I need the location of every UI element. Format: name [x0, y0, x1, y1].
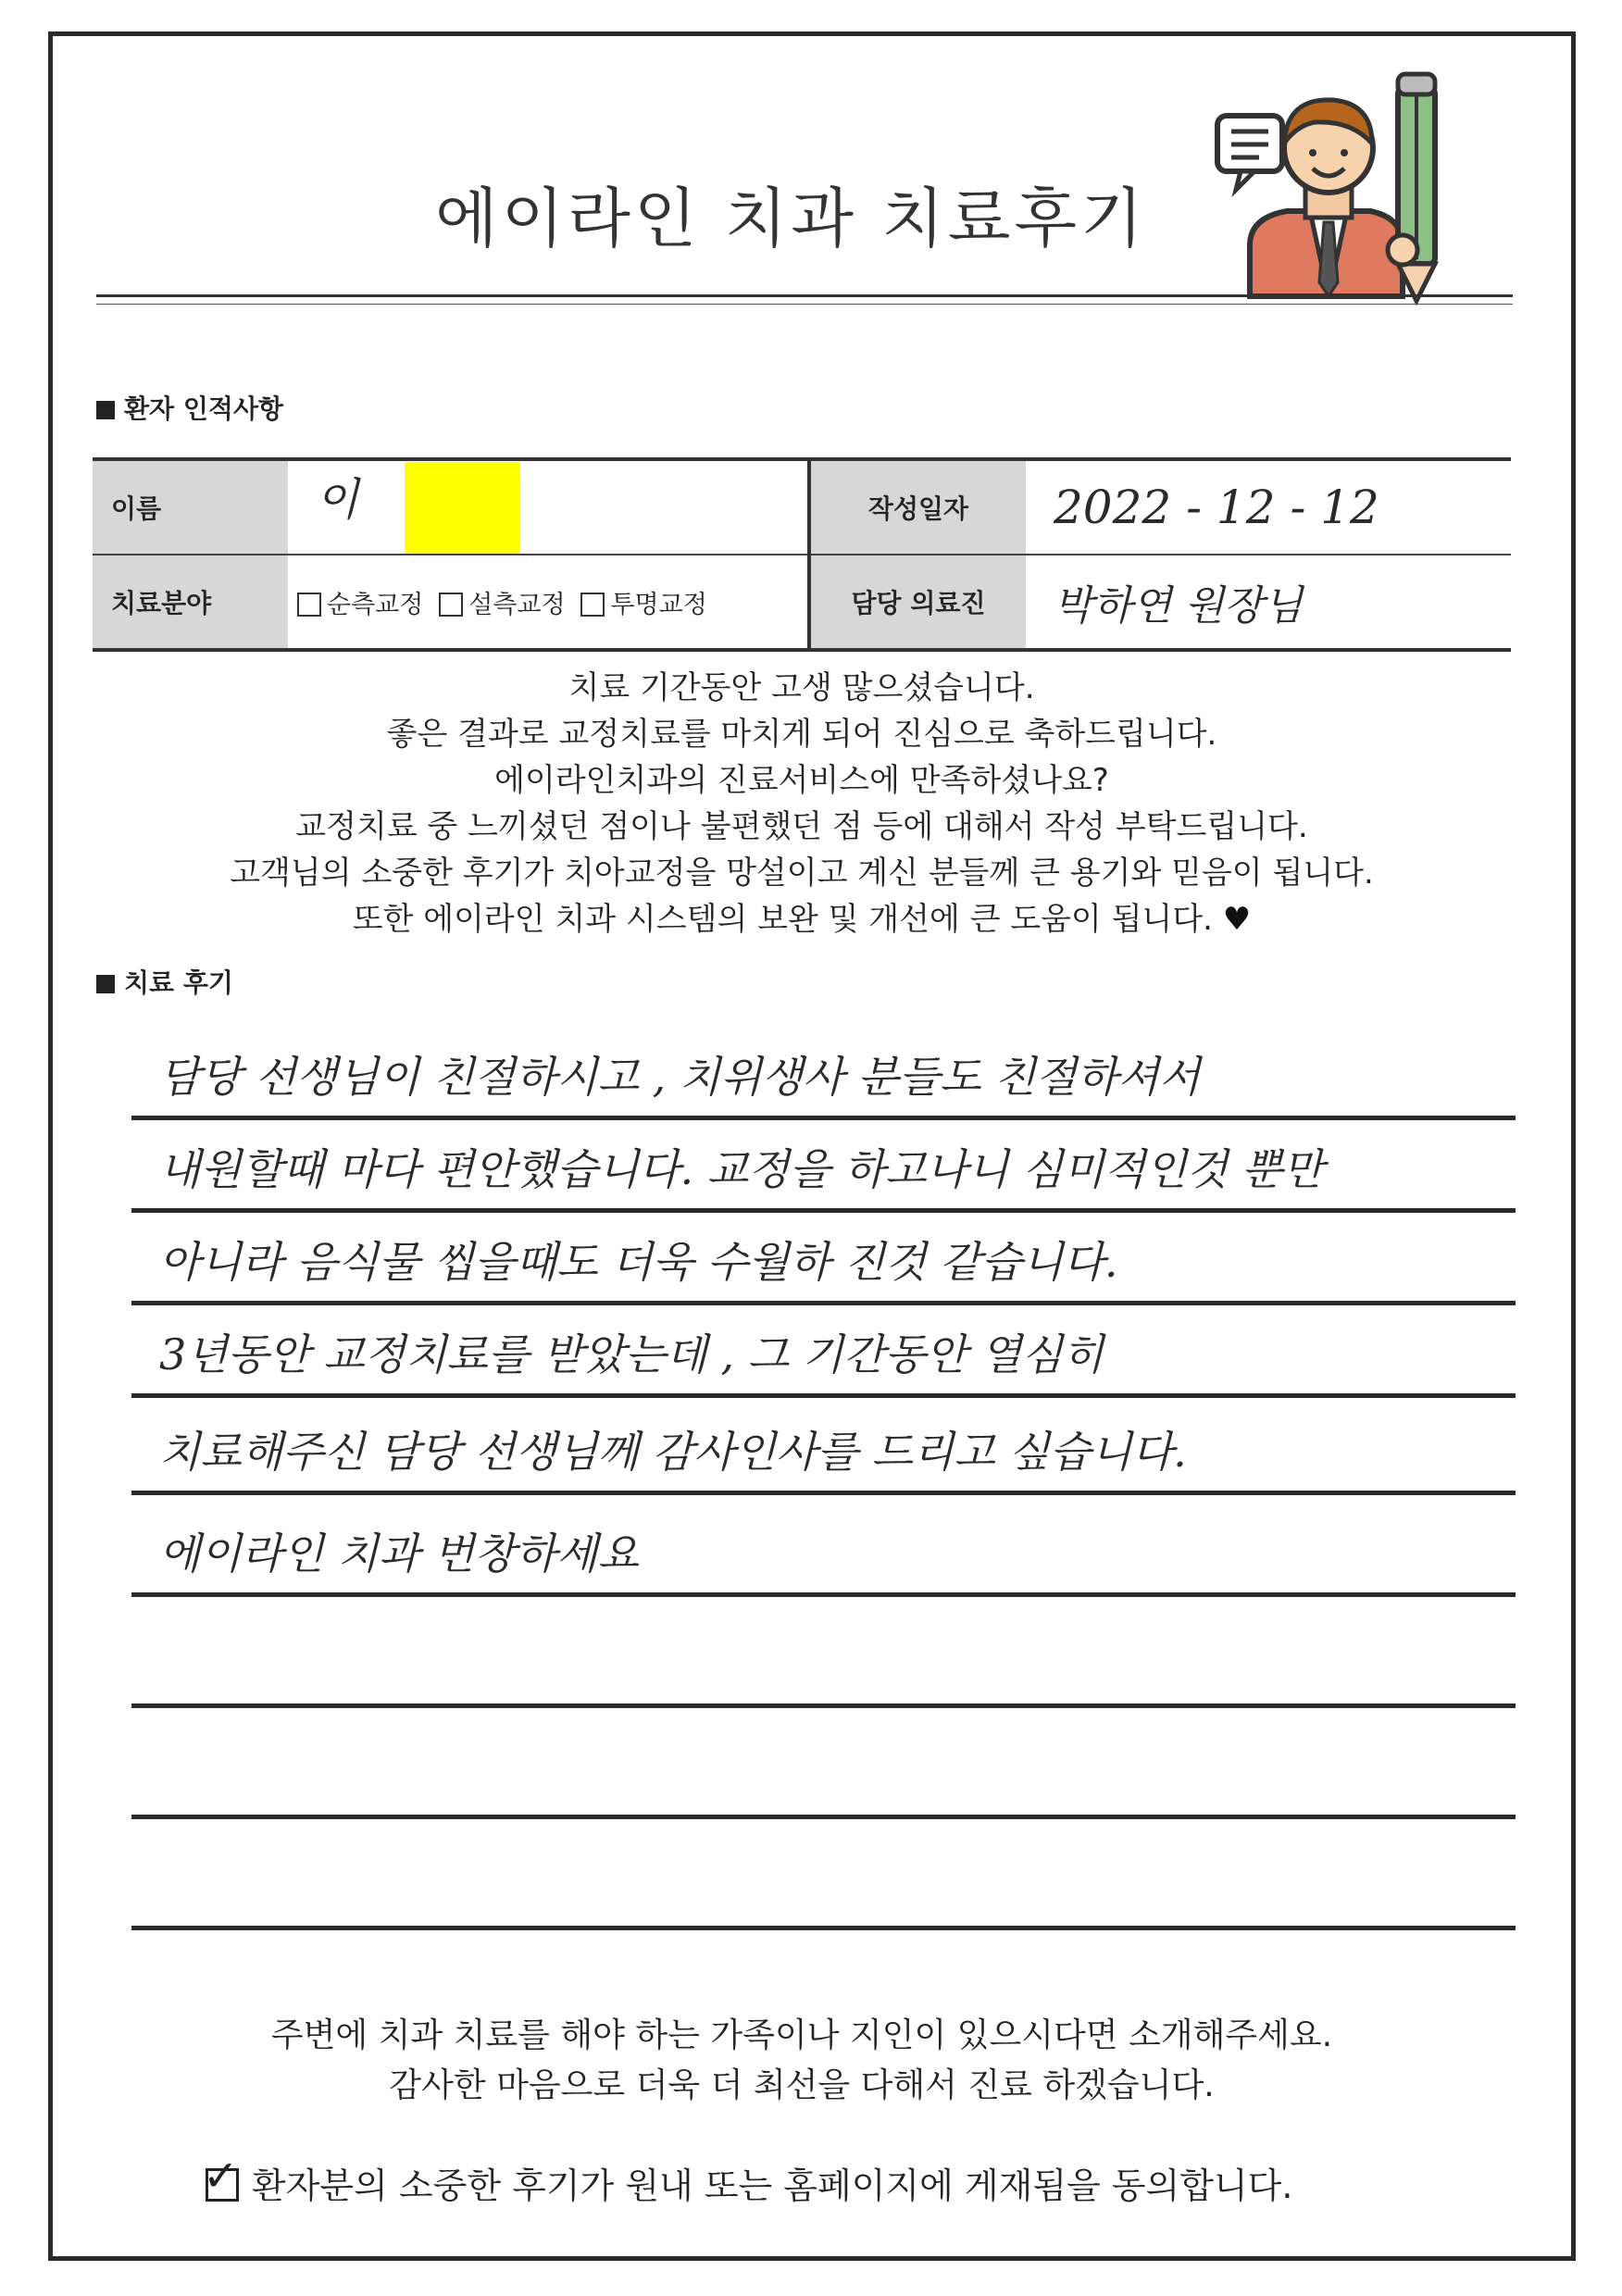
field-label: 치료분야: [93, 555, 288, 650]
writer-illustration-icon: [1213, 65, 1454, 306]
date-field: [1026, 459, 1511, 555]
intro-line: 좋은 결과로 교정치료를 마치게 되어 진심으로 축하드립니다.: [386, 716, 1217, 753]
name-redaction: [405, 462, 520, 553]
review-line[interactable]: 에이라인 치과 번창하세요: [131, 1495, 1516, 1597]
patient-info-table: [93, 457, 1511, 652]
title-rule: [96, 294, 1513, 297]
page-title: 에이라인 치과 치료후기: [435, 181, 1147, 256]
review-line[interactable]: [131, 1717, 1516, 1819]
field-options: [288, 555, 809, 650]
doctor-label: 담당 의료진: [809, 555, 1026, 650]
review-line[interactable]: 내원할때 마다 편안했습니다. 교정을 하고나니 심미적인것 뿐만: [131, 1111, 1516, 1213]
square-bullet-icon: [96, 401, 115, 419]
review-line[interactable]: 담당 선생님이 친절하시고 , 치위생사 분들도 친절하셔서: [131, 1018, 1516, 1120]
date-value: 2022 - 12 - 12: [1054, 480, 1379, 534]
title-rule-thin: [96, 304, 1513, 305]
review-line[interactable]: 아니라 음식물 씹을때도 더욱 수월하 진것 같습니다.: [131, 1204, 1516, 1305]
intro-line: 에이라인치과의 진료서비스에 만족하셨나요?: [494, 762, 1109, 799]
check-icon: ✓: [203, 2151, 239, 2201]
review-section-heading: 치료 후기: [96, 963, 233, 1000]
square-bullet-icon: [96, 975, 115, 993]
review-line[interactable]: 3년동안 교정치료를 받았는데 , 그 기간동안 열심히: [131, 1296, 1516, 1398]
closing-text: [93, 2011, 1511, 2111]
intro-text: [93, 665, 1511, 942]
consent-row: [203, 2151, 1293, 2208]
name-label: 이름: [93, 459, 288, 555]
review-line[interactable]: [131, 1828, 1516, 1930]
name-field: [288, 459, 809, 555]
intro-line: 또한 에이라인 치과 시스템의 보완 및 개선에 큰 도움이 됩니다. ♥: [352, 901, 1252, 938]
option-lingual[interactable]: 설측교정: [439, 591, 565, 619]
date-label: 작성일자: [809, 459, 1026, 555]
doctor-value: 박하연 원장님: [1054, 582, 1304, 630]
intro-line: 교정치료 중 느끼셨던 점이나 불편했던 점 등에 대해서 작성 부탁드립니다.: [295, 808, 1308, 845]
option-clear[interactable]: 투명교정: [580, 591, 706, 619]
closing-line: 감사한 마음으로 더욱 더 최선을 다해서 진료 하겠습니다.: [389, 2066, 1215, 2104]
review-line[interactable]: [131, 1606, 1516, 1708]
checkbox-icon: [580, 593, 605, 617]
checkbox-icon: [439, 593, 463, 617]
checkbox-icon: [297, 593, 321, 617]
name-value: 이: [316, 474, 359, 526]
heart-icon: ♥: [1222, 901, 1252, 938]
closing-line: 주변에 치과 치료를 해야 하는 가족이나 지인이 있으시다면 소개해주세요.: [270, 2016, 1333, 2054]
patient-section-heading: 환자 인적사항: [96, 389, 283, 426]
review-line[interactable]: 치료해주신 담당 선생님께 감사인사를 드리고 싶습니다.: [131, 1393, 1516, 1495]
option-labial[interactable]: 순측교정: [297, 591, 423, 619]
consent-checkbox[interactable]: [203, 2151, 239, 2202]
consent-text: 환자분의 소중한 후기가 원내 또는 홈페이지에 게재됨을 동의합니다.: [252, 2165, 1293, 2206]
doctor-field: [1026, 555, 1511, 650]
intro-line: 고객님의 소중한 후기가 치아교정을 망설이고 계신 분들께 큰 용기와 믿음이 됩니다.: [230, 855, 1374, 892]
intro-line: 치료 기간동안 고생 많으셨습니다.: [568, 669, 1035, 706]
